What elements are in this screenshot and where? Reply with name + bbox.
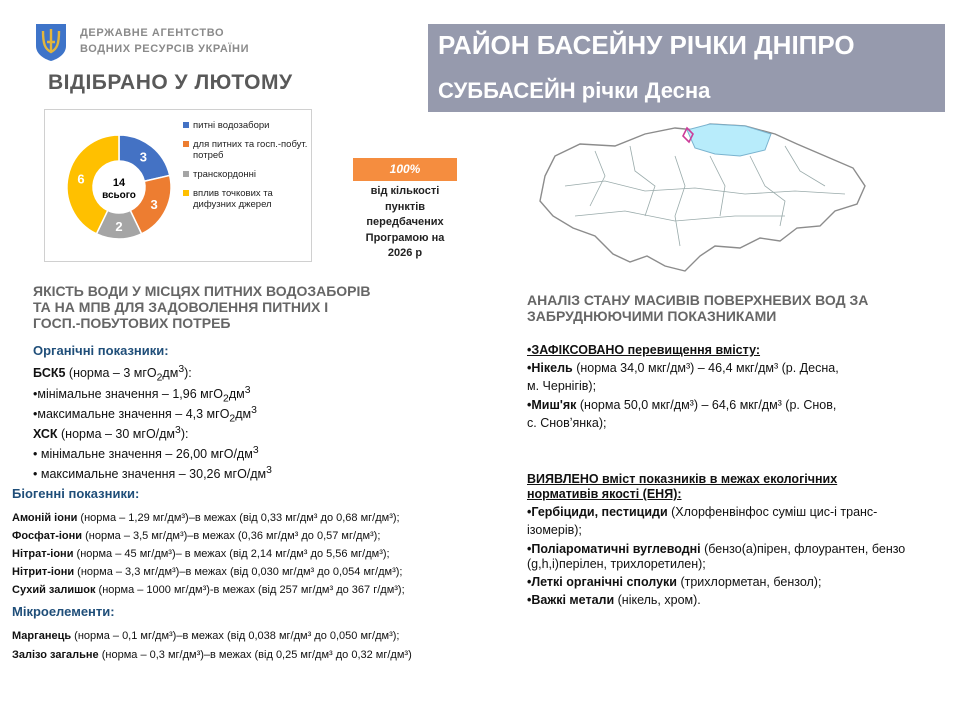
- sup-3: 3: [175, 425, 181, 436]
- legend-swatch: [183, 190, 189, 196]
- row-name: Нітрат-іони: [12, 548, 74, 560]
- pah-row-cont: (g,h,i)перілен, трихлоретилен);: [527, 557, 706, 571]
- found-header-1: ВИЯВЛЕНО вміст показників в межах екологічних: [527, 472, 838, 486]
- row-text: (Хлорфенвінфос суміш цис-і транс-: [667, 505, 878, 519]
- agency-name: [80, 25, 249, 57]
- chart-legend: [183, 120, 308, 218]
- title-line: ТА НА МПВ ДЛЯ ЗАДОВОЛЕННЯ ПИТНИХ І: [33, 299, 329, 315]
- row-name: •Гербіциди, пестициди: [527, 505, 668, 519]
- nitrite-row: [12, 564, 402, 580]
- micro-header: Мікроелементи:: [12, 604, 115, 619]
- title-line: ГОСП.-ПОБУТОВИХ ПОТРЕБ: [33, 315, 231, 331]
- slice-label: 6: [77, 171, 85, 187]
- title-line: АНАЛІЗ СТАНУ МАСИВІВ ПОВЕРХНЕВИХ ВОД ЗА: [527, 292, 869, 308]
- xsk-norm-line: [33, 423, 188, 442]
- row-text: (норма 34,0 мкг/дм³) – 46,4 мкг/дм³ (р. Десна,: [572, 361, 839, 375]
- xsk-min-line: [33, 443, 259, 462]
- voc-row: [527, 574, 821, 590]
- row-text: (норма – 3,3 мг/дм³)–в межах (від 0,030 мг/дм³ до 0,054 мг/дм³);: [74, 566, 403, 578]
- biogenic-header: Біогенні показники:: [12, 486, 140, 501]
- row-name: Марганець: [12, 630, 72, 642]
- unit-dm: дм: [162, 366, 179, 381]
- slice-label: 3: [150, 196, 158, 212]
- ukraine-basin-map: [535, 116, 870, 276]
- unit-dm: дм: [235, 407, 252, 422]
- row-text: (норма – 45 мг/дм³)– в межах (від 2,14 мг/дм³ до 5,56 мг/дм³);: [73, 548, 390, 560]
- nickel-row-cont: м. Чернігів);: [527, 379, 597, 393]
- xsk-norm-tail: ):: [180, 427, 189, 442]
- coverage-line: пунктів: [384, 200, 426, 213]
- row-name: •Миш'як: [527, 398, 577, 412]
- row-name: Сухий залишок: [12, 584, 96, 596]
- ammonium-row: [12, 510, 400, 526]
- row-text: (норма – 0,3 мг/дм³)–в межах (від 0,25 мг/дм³ до 0,32 мг/дм³): [98, 649, 412, 661]
- legend-entry: [183, 188, 308, 210]
- nickel-row: [527, 360, 839, 376]
- legend-label: для питних та госп.-побут. потреб: [193, 139, 308, 161]
- coverage-caption: [347, 184, 463, 262]
- surface-water-title: [527, 292, 947, 324]
- sup-3: 3: [252, 445, 259, 456]
- row-name: Амоній іони: [12, 512, 78, 524]
- legend-swatch: [183, 141, 189, 147]
- coverage-line: від кількості: [370, 185, 440, 197]
- legend-entry: [183, 120, 308, 131]
- row-text: (бензо(а)пірен, флоурантен, бензо: [700, 542, 906, 556]
- organic-header: Органічні показники:: [33, 343, 169, 358]
- row-text: (норма – 1000 мг/дм³)-в межах (від 257 мг/дм³ до 367 г/дм³);: [95, 584, 405, 596]
- row-text: (норма 50,0 мкг/дм³) – 64,6 мкг/дм³ (р. Снов,: [576, 398, 837, 412]
- bsk-name: БСК5: [33, 366, 66, 381]
- pah-row: [527, 541, 905, 557]
- row-name: •Поліароматичні вуглеводні: [527, 542, 701, 556]
- legend-label: транскордонні: [193, 169, 256, 180]
- title-line: ЯКІСТЬ ВОДИ У МІСЦЯХ ПИТНИХ ВОДОЗАБОРІВ: [33, 283, 371, 299]
- phosphate-row: [12, 528, 380, 544]
- xsk-name: ХСК: [33, 427, 58, 442]
- herbicides-row: [527, 504, 877, 520]
- subbasin-title: СУББАСЕЙН річки Десна: [438, 78, 711, 103]
- nitrate-row: [12, 546, 390, 562]
- coverage-percent: 100%: [353, 158, 457, 181]
- row-text: (трихлорметан, бензол);: [676, 575, 822, 589]
- arsenic-row-cont: с. Сновʼянка);: [527, 416, 607, 430]
- herbicides-row-cont: ізомерів);: [527, 523, 582, 537]
- legend-label: питні водозабори: [193, 120, 270, 131]
- row-name: •Леткі органічні сполуки: [527, 575, 677, 589]
- sup-3: 3: [244, 385, 251, 396]
- basin-title-box: [428, 24, 945, 112]
- unit-dm: дм: [228, 387, 245, 402]
- row-text: (нікель, хром).: [614, 593, 701, 607]
- sampled-title: ВІДІБРАНО У ЛЮТОМУ: [48, 71, 293, 94]
- agency-line-2: ВОДНИХ РЕСУРСІВ УКРАЇНИ: [80, 43, 250, 55]
- center-value: 14: [112, 177, 126, 189]
- xsk-norm: (норма – 30 мгО/дм: [57, 427, 176, 442]
- arsenic-row: [527, 397, 836, 413]
- sub-2: 2: [229, 413, 236, 425]
- bsk-norm-tail: ):: [184, 366, 192, 381]
- row-name: Залізо загальне: [12, 649, 99, 661]
- exceed-header: •ЗАФІКСОВАНО перевищення вмісту:: [527, 343, 761, 357]
- iron-row: [12, 647, 412, 663]
- legend-label: вплив точкових та дифузних джерел: [193, 188, 273, 210]
- xsk-max-line: [33, 463, 272, 482]
- coverage-line: Програмою на: [365, 231, 445, 244]
- row-text: (норма – 1,29 мг/дм³)–в межах (від 0,33 мг/дм³ до 0,68 мг/дм³);: [77, 512, 400, 524]
- bsk-max: •максимальне значення – 4,3 мгО: [33, 407, 230, 422]
- dry-residue-row: [12, 582, 405, 598]
- row-name: •Важкі метали: [527, 593, 615, 607]
- sup-3: 3: [251, 405, 257, 416]
- sampling-chart: [44, 109, 312, 262]
- row-text: (норма – 3,5 мг/дм³)–в межах (0,36 мг/дм³ до 0,57 мг/дм³);: [82, 530, 381, 542]
- heavy-metals-row: [527, 592, 701, 608]
- slice-label: 3: [139, 149, 147, 165]
- row-name: •Нікель: [527, 361, 573, 375]
- xsk-min: • мінімальне значення – 26,00 мгО/дм: [33, 447, 253, 462]
- slice-label: 2: [115, 219, 123, 234]
- drinking-water-title: [33, 283, 453, 331]
- row-name: Нітрит-іони: [12, 566, 75, 578]
- basin-title: РАЙОН БАСЕЙНУ РІЧКИ ДНІПРО: [438, 30, 855, 60]
- xsk-max: • максимальне значення – 30,26 мгО/дм: [33, 467, 267, 482]
- donut-chart: [45, 110, 183, 261]
- legend-swatch: [183, 122, 189, 128]
- sup-3: 3: [266, 465, 272, 476]
- coverage-line: передбачених: [366, 216, 444, 228]
- row-name: Фосфат-іони: [12, 530, 83, 542]
- legend-swatch: [183, 171, 189, 177]
- trident-logo-icon: [34, 22, 68, 62]
- coverage-line: 2026 р: [387, 247, 423, 259]
- sup-3: 3: [178, 364, 185, 375]
- sub-2: 2: [223, 393, 229, 405]
- legend-entry: [183, 169, 308, 180]
- found-header-2: нормативів якості (ЕНЯ):: [527, 487, 682, 501]
- center-label: всього: [102, 190, 136, 201]
- manganese-row: [12, 628, 399, 644]
- legend-entry: [183, 139, 308, 161]
- sub-2: 2: [156, 372, 163, 384]
- agency-line-1: ДЕРЖАВНЕ АГЕНТСТВО: [80, 27, 225, 39]
- row-text: (норма – 0,1 мг/дм³)–в межах (від 0,038 мг/дм³ до 0,050 мг/дм³);: [71, 630, 400, 642]
- title-line: ЗАБРУДНЮЮЧИМИ ПОКАЗНИКАМИ: [527, 308, 777, 324]
- bsk-min: •мінімальне значення – 1,96 мгО: [33, 387, 224, 402]
- bsk-norm: (норма – 3 мгО: [65, 366, 157, 381]
